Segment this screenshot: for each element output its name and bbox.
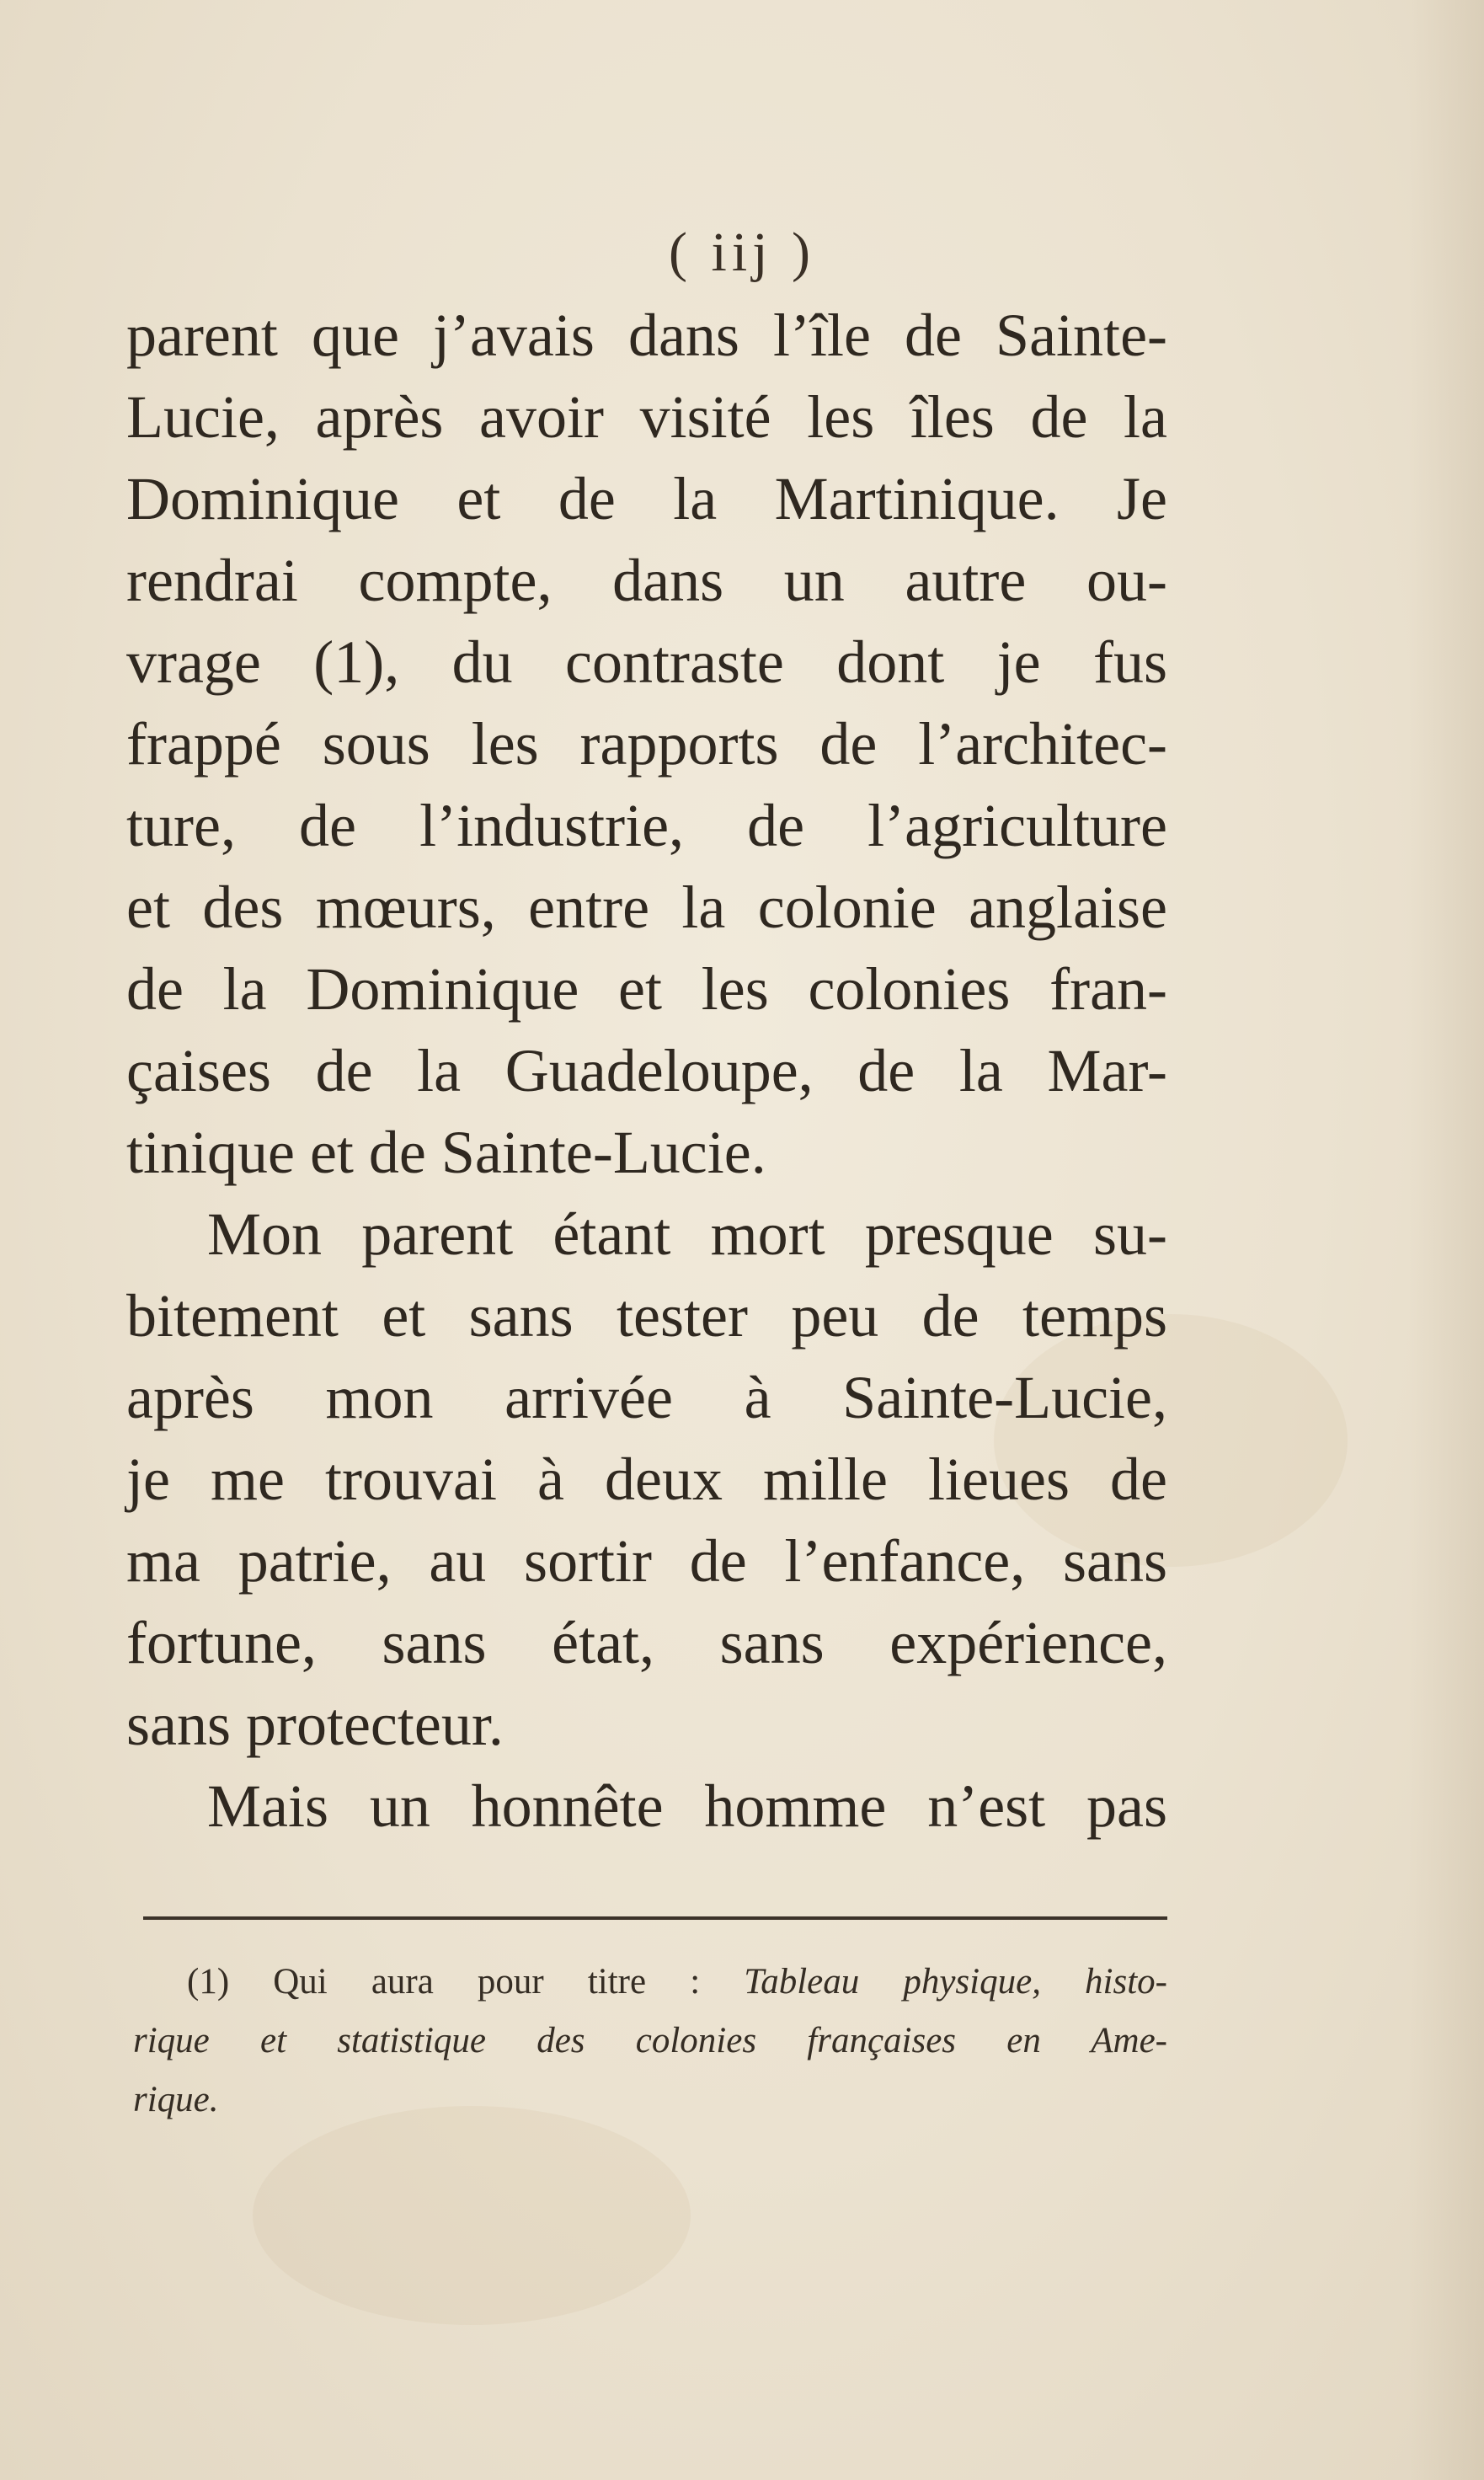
text-line: frappé sous les rapports de l’architec- bbox=[126, 710, 1167, 778]
text-line: bitement et sans tester peu de temps bbox=[126, 1282, 1167, 1350]
text-line: ma patrie, au sortir de l’enfance, sans bbox=[126, 1527, 1167, 1595]
text-line: ture, de l’industrie, de l’agriculture bbox=[126, 792, 1167, 859]
text-line: parent que j’avais dans l’île de Sainte- bbox=[126, 302, 1167, 369]
page-edge-shadow bbox=[1408, 0, 1484, 2480]
body-text bbox=[126, 295, 1167, 1847]
text-line: vrage (1), du contraste dont je fus bbox=[126, 628, 1167, 696]
footnote-rule bbox=[143, 1916, 1167, 1920]
text-line: de la Dominique et les colonies fran- bbox=[126, 955, 1167, 1023]
text-line: rendrai compte, dans un autre ou- bbox=[126, 547, 1167, 614]
text-line: çaises de la Guadeloupe, de la Mar- bbox=[126, 1037, 1167, 1104]
footnote-title: Tableau physique, histo- bbox=[744, 1962, 1167, 2002]
text-line: Lucie, après avoir visité les îles de la bbox=[126, 383, 1167, 451]
text-line: Mon parent étant mort presque su- bbox=[207, 1200, 1167, 1268]
text-line: je me trouvai à deux mille lieues de bbox=[126, 1446, 1167, 1513]
text-line: fortune, sans état, sans expérience, bbox=[126, 1609, 1167, 1676]
footnote bbox=[133, 1953, 1167, 2130]
footnote-line: rique et statistique des colonies françaises en Ame- bbox=[133, 2021, 1167, 2060]
text-line: Mais un honnête homme n’est pas bbox=[207, 1772, 1167, 1840]
text-line: Dominique et de la Martinique. Je bbox=[126, 465, 1167, 532]
paper-stain bbox=[253, 2106, 691, 2325]
text-line: tinique et de Sainte-Lucie. bbox=[126, 1119, 766, 1186]
text-line: sans protecteur. bbox=[126, 1691, 504, 1758]
footnote-marker: (1) Qui aura pour titre : bbox=[187, 1962, 745, 2002]
page-number: ( iij ) bbox=[669, 222, 815, 283]
footnote-line: rique. bbox=[133, 2080, 219, 2119]
footnote-line bbox=[133, 1953, 1167, 2012]
text-line: après mon arrivée à Sainte-Lucie, bbox=[126, 1364, 1167, 1431]
text-line: et des mœurs, entre la colonie anglaise bbox=[126, 874, 1167, 941]
